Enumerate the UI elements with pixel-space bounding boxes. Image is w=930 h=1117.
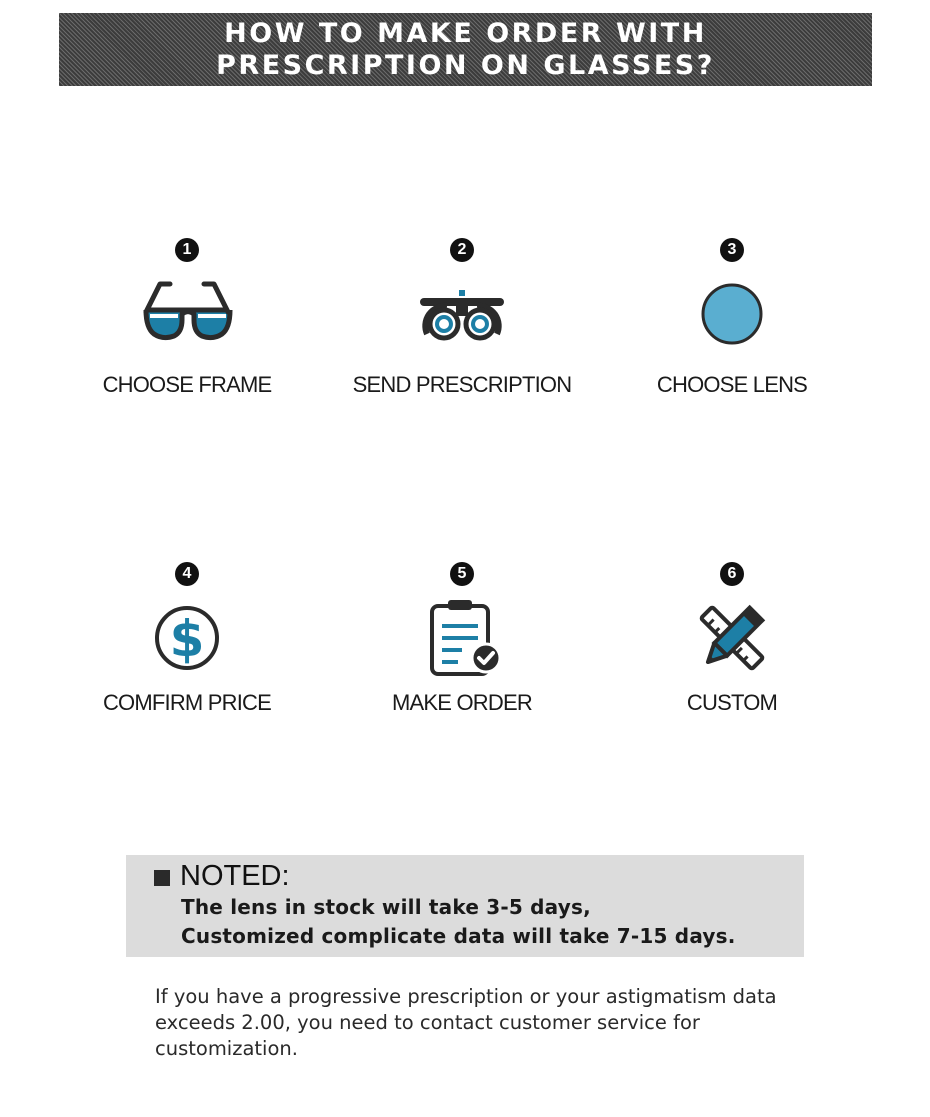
info-paragraph: If you have a progressive prescription or your astigmatism data exceeds 2.00, you need to contact customer service for customization. [155,985,777,1060]
step-label: MAKE ORDER [392,690,532,715]
lens-circle-icon [694,276,770,352]
header-banner [59,13,872,86]
pencil-ruler-icon [690,598,774,678]
clipboard-check-icon [420,598,504,678]
step-number-badge: 2 [450,238,474,262]
dollar-icon [149,600,225,676]
noted-line-1: The lens in stock will take 3-5 days, [181,895,591,919]
step-label: CHOOSE FRAME [102,372,272,397]
step-label: SEND PRESCRIPTION [352,372,572,397]
header-title-line-1: HOW TO MAKE ORDER WITH [224,17,707,49]
step-number-badge: 1 [175,238,199,262]
noted-title: NOTED [180,860,282,892]
step-number-badge: 3 [720,238,744,262]
header-title-line-2: PRESCRIPTION ON GLASSES? [216,49,715,81]
noted-box [126,855,804,957]
step-make-order [327,562,597,716]
step-confirm-price [52,562,322,716]
step-custom [597,562,867,716]
step-label: CUSTOM [686,690,778,715]
step-label: COMFIRM PRICE [102,690,272,715]
step-label: CHOOSE LENS [656,372,808,397]
square-bullet-icon [154,870,170,886]
noted-heading [154,860,290,893]
step-choose-lens [597,238,867,398]
noted-colon: : [281,860,290,892]
svg-text:$: $ [169,610,205,668]
step-number-badge: 5 [450,562,474,586]
noted-line-2: Customized complicate data will take 7-15 days. [181,924,736,948]
step-choose-frame [52,238,322,398]
step-number-badge: 6 [720,562,744,586]
step-number-badge: 4 [175,562,199,586]
glasses-frame-icon [132,276,242,352]
prescription-binocular-icon [412,276,512,352]
step-send-prescription [327,238,597,398]
